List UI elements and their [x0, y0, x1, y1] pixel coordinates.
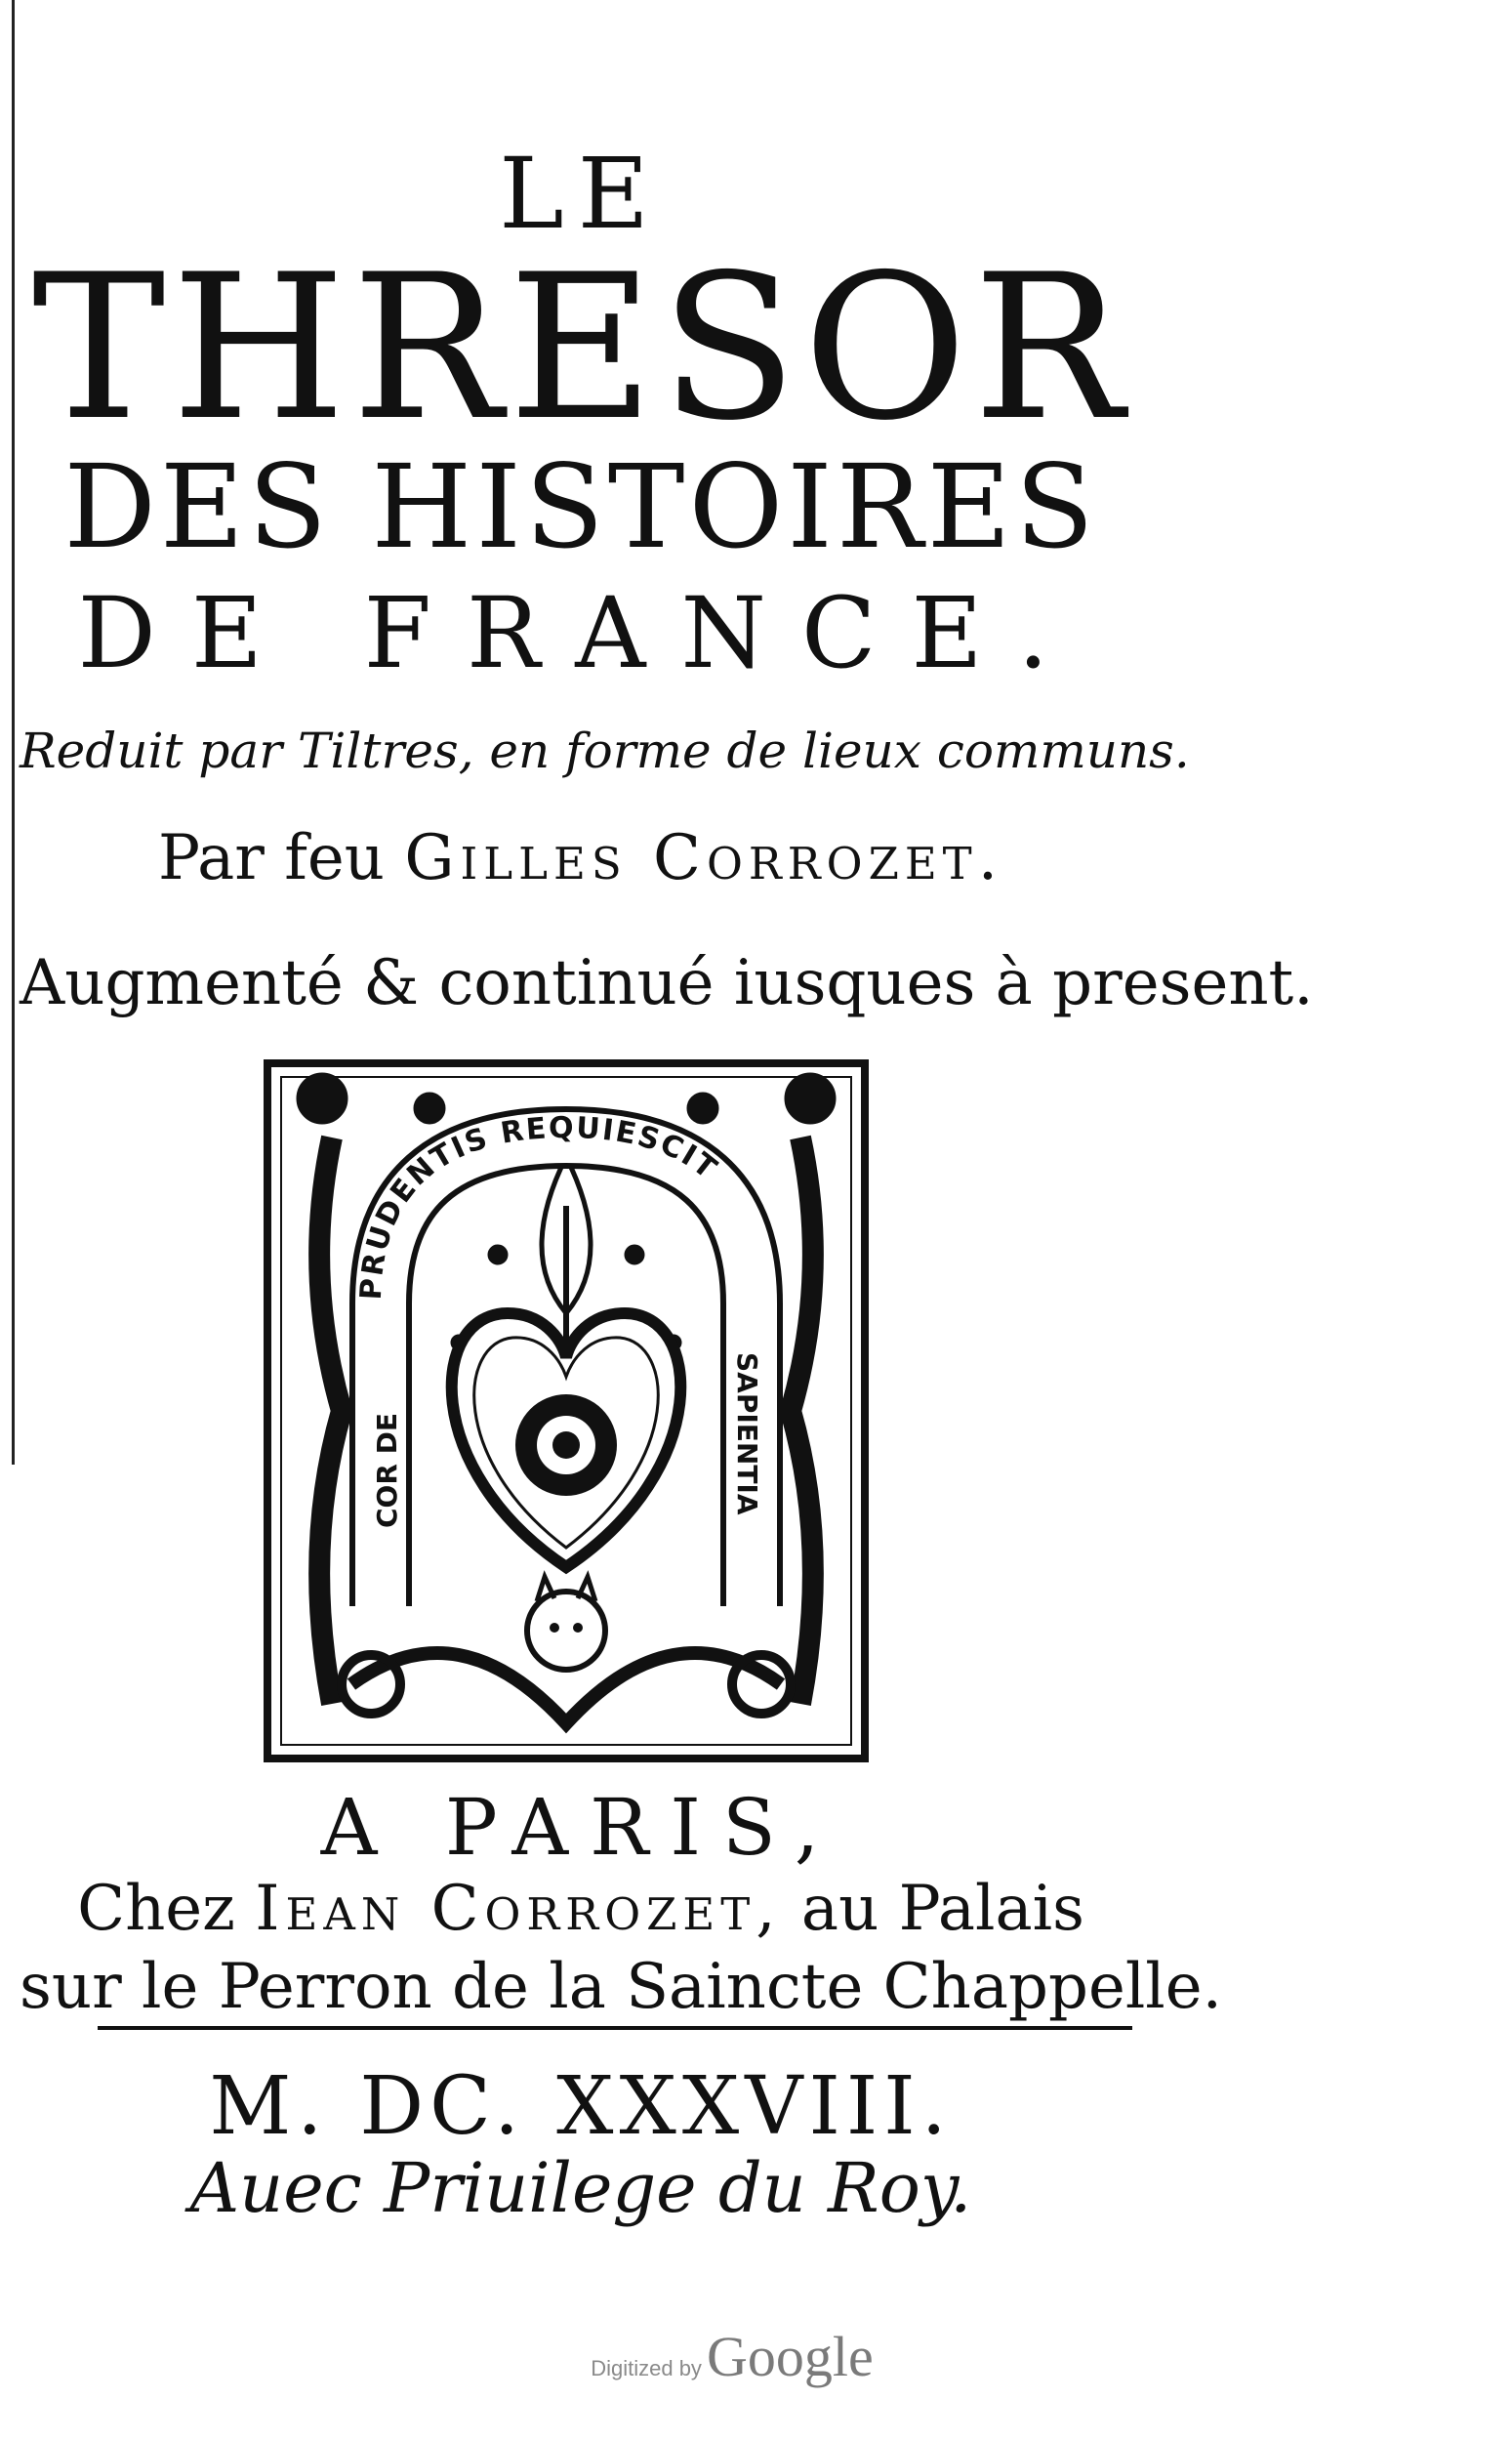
- author-prefix: Par feu: [157, 822, 386, 894]
- digitized-by-text: Digitized by: [591, 2356, 702, 2380]
- google-logo: Google: [707, 2325, 874, 2388]
- publication-date: M. DC. XXXVIII.: [209, 2060, 953, 2153]
- device-motto-arch: PRUDENTIS REQUIESCIT: [353, 1110, 724, 1302]
- privilege-line: Auec Priuilege du Roy.: [189, 2148, 972, 2228]
- augmentation-line: Augmenté & continué iusques à present.: [20, 947, 1314, 1019]
- cat-figure: [527, 1577, 605, 1670]
- printer-device-woodcut: [264, 1059, 869, 1762]
- digitization-watermark: [488, 2324, 976, 2389]
- imprint-location: sur le Perron de la Saincte Chappelle.: [20, 1951, 1222, 2023]
- title-le: LE: [499, 137, 663, 251]
- imprint-printer: Iean Corrozet,: [255, 1873, 782, 1945]
- imprint-printer-line: [20, 1873, 1142, 1945]
- binding-edge: [12, 0, 15, 1465]
- divider-rule: [98, 2026, 1132, 2030]
- author-line: [20, 822, 1142, 894]
- imprint-place: au Palais: [800, 1873, 1084, 1945]
- title-thresor: THRESOR: [31, 232, 1130, 465]
- imprint-city: A PARIS,: [320, 1782, 841, 1873]
- title-des-histoires: DES HISTOIRES: [63, 439, 1098, 574]
- title-de-france: DE FRANCE.: [77, 576, 1084, 690]
- author-name: Gilles Corrozet.: [404, 822, 1004, 894]
- device-motto-right: SAPIENTIA: [731, 1352, 763, 1515]
- device-motto-left: COR DE: [371, 1412, 403, 1528]
- subtitle: Reduit par Tiltres, en forme de lieux communs.: [20, 723, 1190, 779]
- imprint-chez: Chez: [77, 1873, 235, 1945]
- heart-icon: [452, 1206, 681, 1567]
